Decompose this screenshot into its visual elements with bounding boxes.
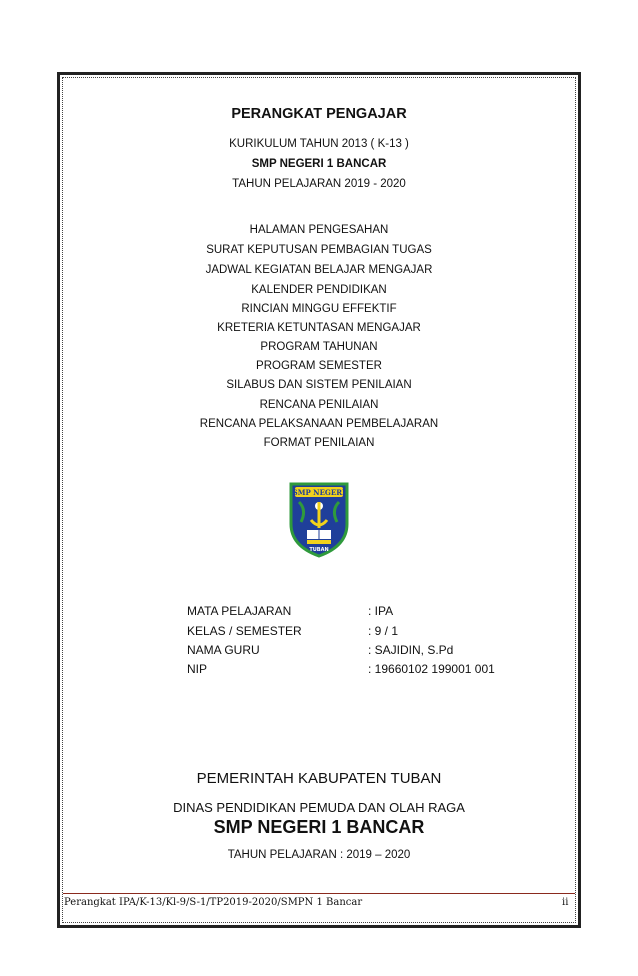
contents-item: PROGRAM SEMESTER: [256, 360, 382, 372]
contents-item: RENCANA PENILAIAN: [259, 399, 379, 411]
logo-bottom-text: TUBAN: [309, 547, 329, 553]
info-value: : IPA: [368, 604, 394, 618]
contents-item: JADWAL KEGIATAN BELAJAR MENGAJAR: [205, 264, 433, 276]
footer-divider: [63, 893, 575, 894]
info-label: NAMA GURU: [187, 643, 260, 657]
year-line: TAHUN PELAJARAN 2019 - 2020: [232, 178, 406, 190]
school-logo: [287, 480, 351, 558]
curriculum-line: KURIKULUM TAHUN 2013 ( K-13 ): [229, 138, 409, 150]
info-value: : 9 / 1: [368, 624, 399, 638]
contents-item: SILABUS DAN SISTEM PENILAIAN: [226, 379, 412, 391]
info-label: KELAS / SEMESTER: [187, 624, 302, 638]
document-title: PERANGKAT PENGAJAR: [231, 106, 407, 122]
contents-item: PROGRAM TAHUNAN: [260, 341, 378, 353]
contents-item: RENCANA PELAKSANAAN PEMBELAJARAN: [199, 418, 439, 430]
page-footer-text: Perangkat IPA/K-13/Kl-9/S-1/TP2019-2020/SMPN 1 Bancar: [64, 897, 363, 908]
logo-top-text: SMP NEGERI: [292, 488, 346, 497]
academic-year: TAHUN PELAJARAN : 2019 – 2020: [227, 849, 411, 861]
contents-item: KALENDER PENDIDIKAN: [251, 284, 387, 296]
contents-item: RINCIAN MINGGU EFFEKTIF: [241, 303, 397, 315]
department-name: DINAS PENDIDIKAN PEMUDA DAN OLAH RAGA: [173, 800, 465, 815]
government-name: PEMERINTAH KABUPATEN TUBAN: [196, 770, 442, 787]
school-line: SMP NEGERI 1 BANCAR: [251, 158, 387, 170]
page-number: ii: [562, 897, 569, 908]
info-label: MATA PELAJARAN: [187, 604, 292, 618]
contents-item: SURAT KEPUTUSAN PEMBAGIAN TUGAS: [206, 244, 432, 256]
info-value: : SAJIDIN, S.Pd: [368, 643, 454, 657]
school-name: SMP NEGERI 1 BANCAR: [213, 817, 425, 837]
info-value: : 19660102 199001 001: [368, 662, 495, 676]
info-label: NIP: [187, 662, 208, 676]
contents-item: FORMAT PENILAIAN: [263, 437, 375, 449]
contents-item: KRETERIA KETUNTASAN MENGAJAR: [217, 322, 421, 334]
contents-item: HALAMAN PENGESAHAN: [249, 224, 389, 236]
